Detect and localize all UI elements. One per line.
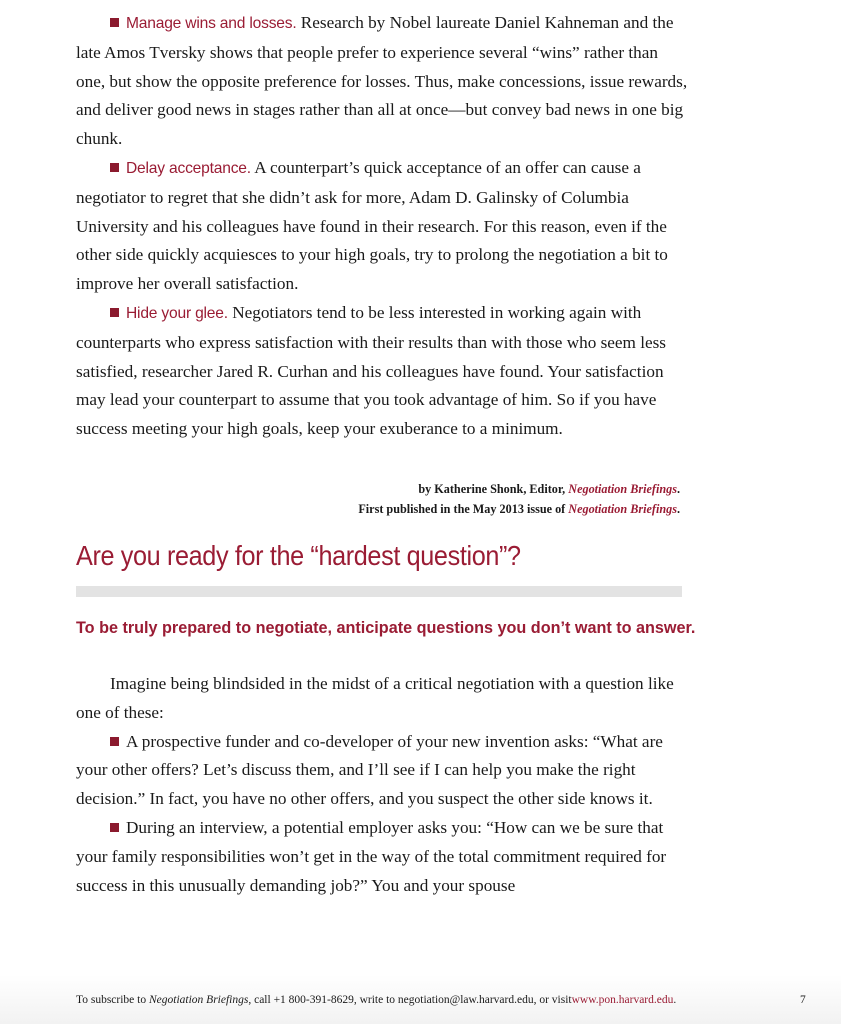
tip-body: Negotiators tend to be less interested in working again with counterparts who express satisfaction with their results than with those who seem less satisfied, researcher Jared R. Curhan and his colleagues have found. Your satisfaction may lead your counterpart to assume that you took advantage of him. So if you have success meeting your high goals, keep your exuberance to a minimum. [76,302,666,439]
example-text: During an interview, a potential employer asks you: “How can we be sure that your family responsibilities won’t get in the way of the total commitment required for success in this unusually demanding job?” You and your spouse [76,817,667,895]
tip-lead: Manage wins and losses. [126,15,297,32]
example-text: A prospective funder and co-developer of your new invention asks: “What are your other offers? Let’s discuss them, and I’ll see if I can help you make the right decision.” In fact, you have no other offers, and you suspect the other side knows it. [76,731,663,809]
intro-paragraph: Imagine being blindsided in the midst of a critical negotiation with a question like one of these: [76,674,674,722]
square-bullet-icon [110,737,119,746]
square-bullet-icon [110,823,119,832]
square-bullet-icon [110,18,119,27]
subscribe-note: To subscribe to Negotiation Briefings, call +1 800-391-8629, write to negotiation@law.harvard.edu, or visitwww.pon.harvard.edu. [76,994,677,1006]
byline-author: by Katherine Shonk, Editor, Negotiation Briefings. [418,482,680,496]
section-subhead: To be truly prepared to negotiate, anticipate questions you don’t want to answer. [76,619,696,637]
tip-lead: Hide your glee. [126,304,228,322]
publication-name: Negotiation Briefings [148,994,249,1006]
tip-paragraph [76,299,688,444]
tip-paragraph [76,154,688,299]
example-paragraph [76,728,688,814]
tip-lead: Delay acceptance. [126,159,251,177]
square-bullet-icon [110,308,119,317]
example-paragraph [76,814,688,900]
tip-body: A counterpart’s quick acceptance of an offer can cause a negotiator to regret that she didn’t ask for more, Adam D. Galinsky of Columbia University and his colleagues have found in their research. For this reason, even if the other side quickly acquiesces to your high goals, try to prolong the negotiation a bit to improve her overall satisfaction. [76,157,668,294]
page-number: 7 [800,994,806,1006]
tip-body: Research by Nobel laureate Daniel Kahneman and the late Amos Tversky shows that people prefer to experience several “wins” rather than one, but show the opposite preference for losses. Thus, make concessions, issue rewards, and deliver good news in stages rather than all at once—but convey bad news in one big chunk. [76,13,688,149]
tip-paragraph [76,9,688,154]
square-bullet-icon [110,163,119,172]
website-link[interactable]: www.pon.harvard.edu [571,994,674,1006]
publication-name: Negotiation Briefings [568,501,677,516]
tips-list [76,9,688,444]
publication-name: Negotiation Briefings [568,482,677,496]
section-body [76,670,688,900]
section-title: Are you ready for the “hardest question”? [76,540,521,571]
section-divider [76,586,682,597]
byline-source: First published in the May 2013 issue of Negotiation Briefings. [358,501,680,516]
byline [358,480,680,519]
